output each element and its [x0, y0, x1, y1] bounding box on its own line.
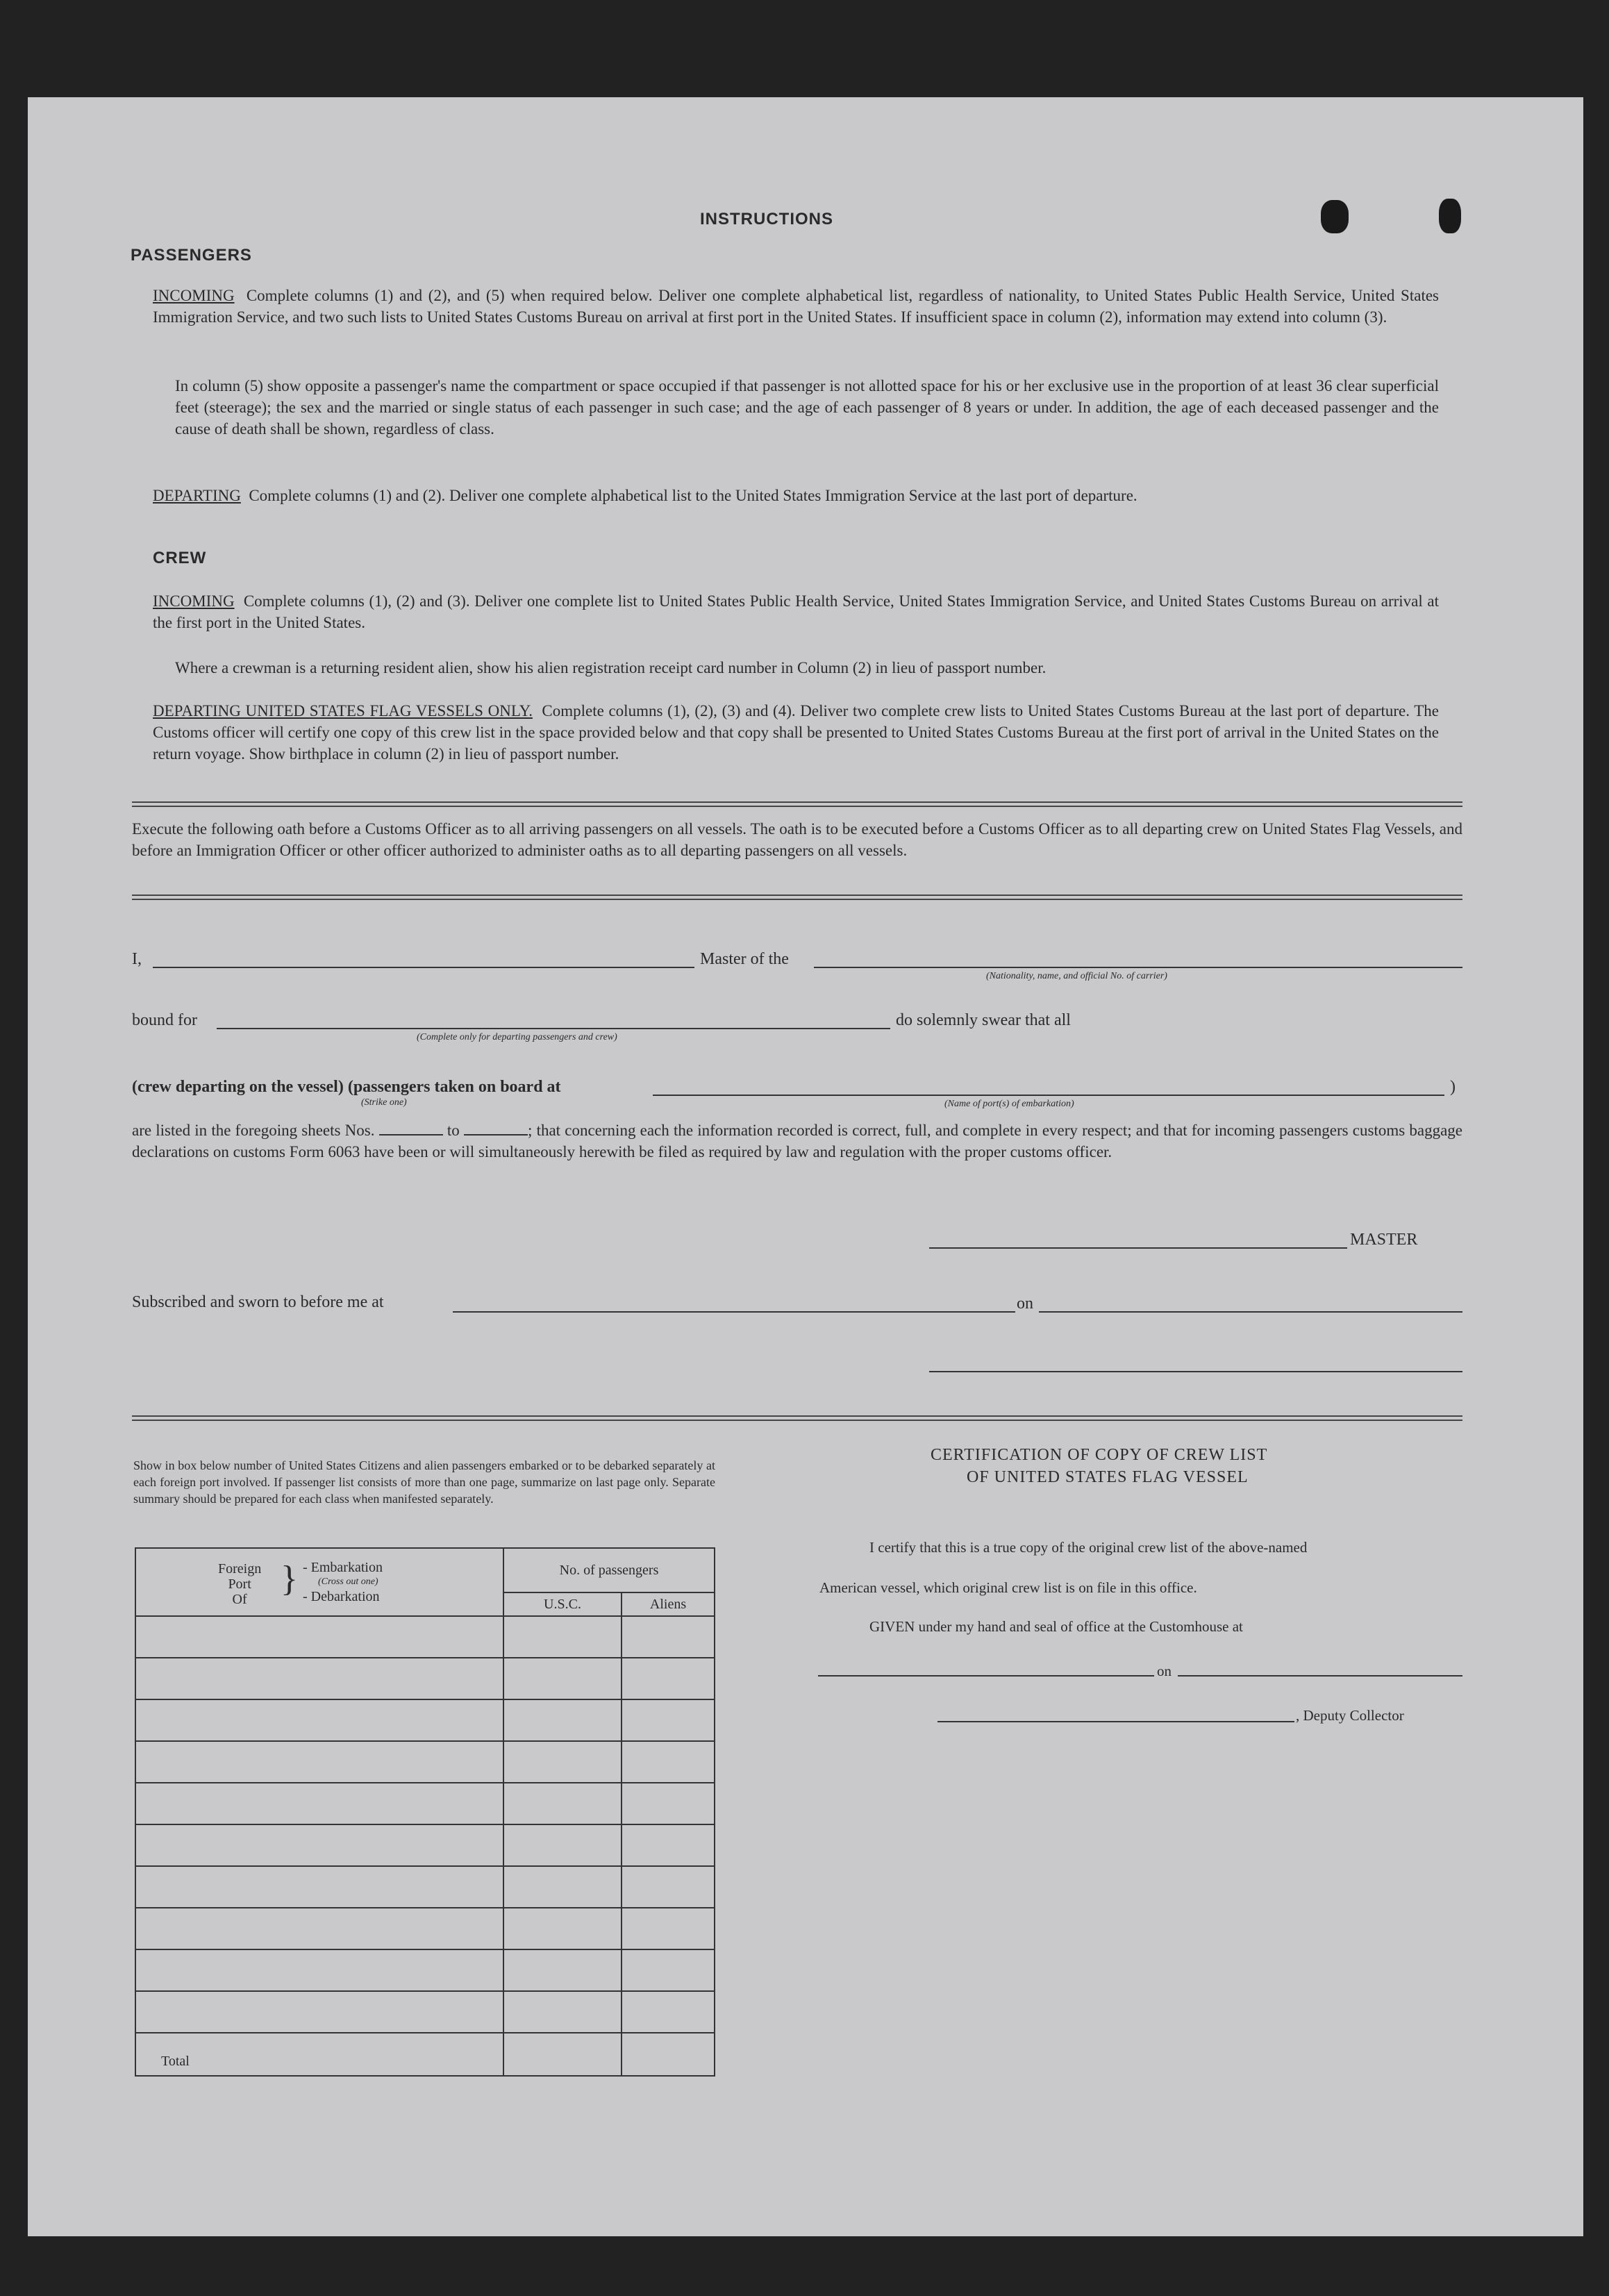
usc-cell[interactable]: [503, 1699, 622, 1741]
port-header-cell: [135, 1548, 503, 1616]
section-divider: [132, 1415, 1462, 1421]
aliens-cell[interactable]: [622, 1991, 715, 2033]
table-row: [135, 1616, 715, 1658]
port-cell[interactable]: [135, 1783, 503, 1824]
usc-cell[interactable]: [503, 1741, 622, 1783]
swear-label: do solemnly swear that all: [896, 1011, 1071, 1029]
table-row: [135, 1658, 715, 1699]
subscribed-place-field[interactable]: [453, 1311, 1015, 1313]
sheet-from-field[interactable]: [379, 1122, 443, 1135]
no-of-passengers-header: No. of passengers: [503, 1548, 715, 1592]
certification-heading-1: CERTIFICATION OF COPY OF CREW LIST: [931, 1446, 1268, 1464]
oath-i-label: I,: [132, 950, 142, 968]
usc-cell[interactable]: [503, 1616, 622, 1658]
passengers-heading: PASSENGERS: [131, 246, 252, 265]
passengers-incoming-paragraph: [153, 285, 1439, 328]
listed-to: to: [447, 1122, 460, 1139]
section-divider: [132, 895, 1462, 900]
debarkation-label: - Debarkation: [303, 1589, 380, 1604]
cert-on-label: on: [1157, 1663, 1172, 1679]
total-row: [135, 2033, 715, 2076]
embarkation-label: - Embarkation: [303, 1560, 383, 1575]
certification-heading-2: OF UNITED STATES FLAG VESSEL: [967, 1468, 1249, 1486]
usc-cell[interactable]: [503, 1658, 622, 1699]
crew-departing-paragraph: [153, 700, 1439, 765]
customhouse-field[interactable]: [818, 1675, 1154, 1677]
crew-incoming-label: INCOMING: [153, 592, 235, 610]
port-cell[interactable]: [135, 1866, 503, 1908]
aliens-cell[interactable]: [622, 1658, 715, 1699]
crew-departing-label: DEPARTING UNITED STATES FLAG VESSELS ONLY.: [153, 702, 533, 719]
crew-incoming-text: Complete columns (1), (2) and (3). Deliver one complete list to United States Public Health Service, United States Immigration Service, and United States Customs Bureau on arrival at the first port in the United States.: [153, 592, 1439, 631]
passengers-departing-text: Complete columns (1) and (2). Deliver one complete alphabetical list to the United States Immigration Service at the last port of departure.: [249, 487, 1137, 504]
passengers-departing-label: DEPARTING: [153, 487, 241, 504]
passengers-column5-paragraph: In column (5) show opposite a passenger's name the compartment or space occupied if that passenger is not allotted space for his or her exclusive use in the proportion of at least 36 clear superficial feet (steerage); the sex and the married or single status of each passenger in such case; and the age of each passenger of 8 years or under. In addition, the age of each deceased passenger and the cause of death shall be shown, regardless of class.: [175, 377, 1439, 438]
section-divider: [132, 801, 1462, 807]
ports-field[interactable]: [653, 1095, 1444, 1096]
port-cell[interactable]: [135, 1949, 503, 1991]
total-label: Total: [135, 2033, 503, 2076]
passengers-departing-paragraph: [153, 485, 1439, 506]
table-row: [135, 1866, 715, 1908]
aliens-total-cell[interactable]: [622, 2033, 715, 2076]
listed-prefix: are listed in the foregoing sheets Nos.: [132, 1122, 375, 1139]
aliens-cell[interactable]: [622, 1908, 715, 1949]
strike-one-note: (Strike one): [361, 1097, 407, 1108]
aliens-cell[interactable]: [622, 1949, 715, 1991]
bound-for-field[interactable]: [217, 1028, 890, 1029]
aliens-header: Aliens: [622, 1592, 715, 1616]
ink-blot-mark: [1321, 200, 1349, 233]
given-line: GIVEN under my hand and seal of office at the Customhouse at: [869, 1618, 1243, 1635]
listed-text: ; that concerning each the information recorded is correct, full, and complete in every respect; and that for incoming passengers customs baggage declarations on customs Form 6063 have been or will simultaneously herewith be filed as required by law and regulation with the proper customs officer.: [132, 1122, 1463, 1161]
usc-total-cell[interactable]: [503, 2033, 622, 2076]
table-row: [135, 1908, 715, 1949]
passengers-incoming-label: INCOMING: [153, 287, 235, 304]
subscribed-label: Subscribed and sworn to before me at: [132, 1293, 384, 1311]
close-paren: ): [1450, 1078, 1456, 1096]
crew-departing-text: Complete columns (1), (2), (3) and (4). Deliver two complete crew lists to United States Customs Bureau at the last port of departure. The Customs officer will certify one copy of this crew list in the space provided below and that copy shall be presented to United States Customs Bureau at the first port of arrival in the United States on the return voyage. Show birthplace in column (2) in lieu of passport number.: [153, 702, 1440, 763]
page-title: INSTRUCTIONS: [700, 210, 833, 228]
carrier-note: (Nationality, name, and official No. of carrier): [986, 971, 1167, 981]
passengers-incoming-text: Complete columns (1) and (2), and (5) when required below. Deliver one complete alphabetical list, regardless of nationality, to United States Public Health Service, United States Immigration Service, and two such lists to United States Customs Bureau on arrival at first port in the United States. If insufficient space in column (2), information may extend into column (3).: [153, 287, 1439, 326]
usc-cell[interactable]: [503, 1824, 622, 1866]
certify-line-1: I certify that this is a true copy of the original crew list of the above-named: [869, 1539, 1308, 1556]
ports-note: (Name of port(s) of embarkation): [944, 1099, 1074, 1109]
master-of-label: Master of the: [700, 950, 789, 968]
certify-line-2: American vessel, which original crew list is on file in this office.: [819, 1579, 1197, 1596]
cert-date-field[interactable]: [1178, 1675, 1462, 1677]
crew-resident-paragraph: Where a crewman is a returning resident alien, show his alien registration receipt card number in Column (2) in lieu of passport number.: [175, 659, 1047, 676]
sheet-to-field[interactable]: [464, 1122, 528, 1135]
port-cell[interactable]: [135, 1741, 503, 1783]
cross-out-note: (Cross out one): [318, 1577, 378, 1587]
port-cell[interactable]: [135, 1908, 503, 1949]
aliens-cell[interactable]: [622, 1699, 715, 1741]
subscribed-on-label: on: [1017, 1295, 1033, 1313]
port-cell[interactable]: [135, 1658, 503, 1699]
aliens-cell[interactable]: [622, 1741, 715, 1783]
foreign-port-of-label: Foreign Port Of: [218, 1561, 262, 1607]
subscribed-date-field[interactable]: [1039, 1311, 1462, 1313]
bound-for-note: (Complete only for departing passengers and crew): [417, 1032, 617, 1042]
table-row: [135, 1783, 715, 1824]
usc-cell[interactable]: [503, 1783, 622, 1824]
aliens-cell[interactable]: [622, 1616, 715, 1658]
carrier-field[interactable]: [814, 967, 1462, 968]
table-row: [135, 1824, 715, 1866]
summary-instructions: Show in box below number of United States Citizens and alien passengers embarked or to be debarked separately at each foreign port involved. If passenger list consists of more than one page, summarize on last page only. Separate summary should be prepared for each class when manifested separately.: [133, 1458, 715, 1506]
master-signature-field[interactable]: [929, 1247, 1347, 1249]
passenger-summary-table: [135, 1547, 715, 2077]
aliens-cell[interactable]: [622, 1866, 715, 1908]
crew-departing-label: (crew departing on the vessel) (passengers taken on board at: [132, 1078, 561, 1096]
port-cell[interactable]: [135, 1824, 503, 1866]
usc-cell[interactable]: [503, 1991, 622, 2033]
ink-blot-mark: [1439, 199, 1461, 233]
aliens-cell[interactable]: [622, 1783, 715, 1824]
usc-cell[interactable]: [503, 1866, 622, 1908]
table-row: [135, 1741, 715, 1783]
oath-intro-paragraph: Execute the following oath before a Customs Officer as to all arriving passengers on all vessels. The oath is to be executed before a Customs Officer as to all departing crew on United States Flag Vessels, and before an Immigration Officer or other officer authorized to administer oaths as to all departing passengers on all vessels.: [132, 820, 1462, 859]
port-cell[interactable]: [135, 1991, 503, 2033]
brace-mark: }: [281, 1559, 298, 1599]
listed-paragraph: [132, 1120, 1462, 1163]
port-cell[interactable]: [135, 1616, 503, 1658]
deputy-signature-field[interactable]: [937, 1721, 1294, 1722]
usc-cell[interactable]: [503, 1908, 622, 1949]
usc-cell[interactable]: [503, 1949, 622, 1991]
crew-incoming-paragraph: [153, 590, 1439, 633]
master-name-field[interactable]: [153, 967, 694, 968]
table-row: [135, 1699, 715, 1741]
crew-heading: CREW: [153, 549, 207, 567]
master-label: MASTER: [1350, 1231, 1418, 1249]
table-row: [135, 1949, 715, 1991]
officer-signature-field[interactable]: [929, 1371, 1462, 1372]
table-row: [135, 1991, 715, 2033]
port-cell[interactable]: [135, 1699, 503, 1741]
bound-for-label: bound for: [132, 1011, 197, 1029]
aliens-cell[interactable]: [622, 1824, 715, 1866]
deputy-collector-label: , Deputy Collector: [1296, 1707, 1404, 1724]
form-sheet: [28, 97, 1583, 2236]
usc-header: U.S.C.: [503, 1592, 622, 1616]
